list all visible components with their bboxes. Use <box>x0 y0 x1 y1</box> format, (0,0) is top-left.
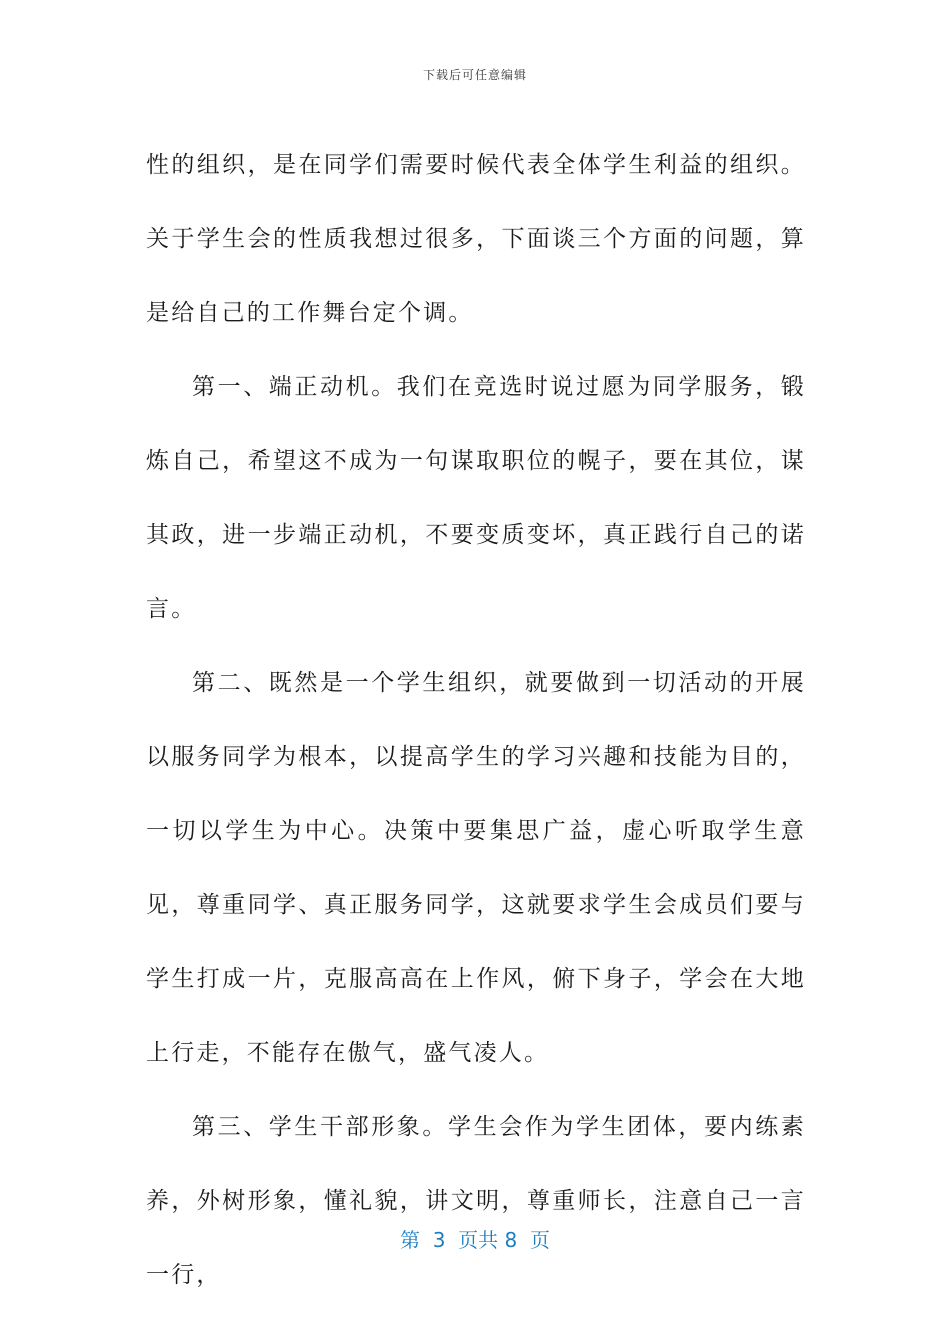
page-header: 下载后可任意编辑 <box>422 68 527 82</box>
page-number-footer: 第 3 页共 8 页 <box>400 1228 550 1252</box>
paragraph-1: 性的组织，是在同学们需要时候代表全体学生利益的组织。关于学生会的性质我想过很多，下面谈三个方面的问题，算是给自己的工作舞台定个调。 <box>146 152 806 326</box>
paragraph-3: 第二、既然是一个学生组织，就要做到一切活动的开展以服务同学为根本，以提高学生的学习兴趣和技能为目的，一切以学生为中心。决策中要集思广益，虚心听取学生意见，尊重同学、真正服务同学，这就要求学生会成员们要与学生打成一片，克服高高在上作风，俯下身子，学会在大地上行走，不能存在傲气，盛气凌人。 <box>146 670 806 1066</box>
document-body <box>146 128 806 1312</box>
paragraph-2: 第一、端正动机。我们在竞选时说过愿为同学服务，锻炼自己，希望这不成为一句谋取职位的幌子，要在其位，谋其政，进一步端正动机，不要变质变坏，真正践行自己的诺言。 <box>146 374 806 622</box>
paragraph-4: 第三、学生干部形象。学生会作为学生团体，要内练素养，外树形象，懂礼貌，讲文明，尊重师长，注意自己一言一行， <box>146 1114 806 1288</box>
